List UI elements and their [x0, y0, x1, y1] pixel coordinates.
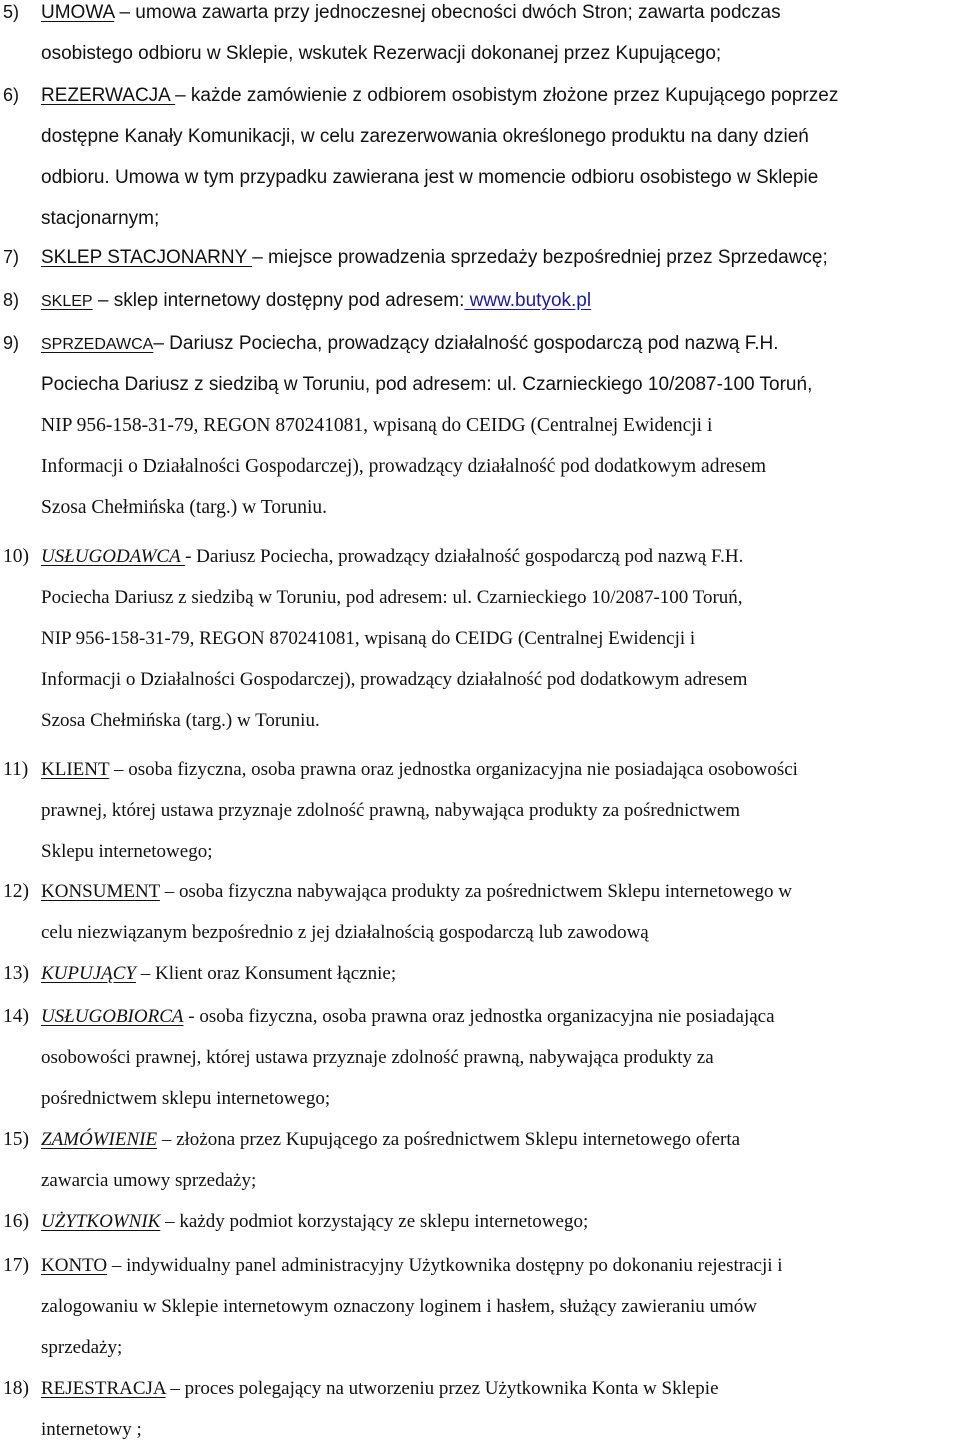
text-line — [41, 237, 828, 278]
definition-body: Sklepu internetowego; — [41, 841, 213, 862]
text-line — [41, 996, 775, 1037]
definition-body: Informacji o Działalności Gospodarczej), prowadzący działalność pod dodatkowym adresem — [41, 669, 748, 690]
definition-body: – złożona przez Kupującego za pośrednictwem Sklepu internetowego oferta — [157, 1129, 741, 1150]
item-number: 14) — [3, 1006, 29, 1027]
definition-body: celu niezwiązanym bezpośrednio z jej działalnością gospodarczą lub zawodową — [41, 922, 649, 943]
text-line — [41, 1078, 775, 1119]
text-line — [41, 116, 838, 157]
item-number: 11) — [3, 759, 29, 780]
definition-body: zalogowaniu w Sklepie internetowym oznaczony loginem i hasłem, służący zawieraniu umów — [41, 1296, 757, 1317]
definition-body: prawnej, której ustawa przyznaje zdolność prawną, nabywająca produkty za pośrednictwem — [41, 800, 741, 821]
definition-text — [41, 749, 798, 872]
definition-text — [41, 0, 781, 74]
defined-term: ZAMÓWIENIE — [41, 1129, 158, 1150]
text-line — [41, 536, 747, 577]
definition-text — [41, 953, 396, 994]
defined-term: UŻYTKOWNIK — [41, 1211, 161, 1232]
text-line — [41, 749, 798, 790]
item-number: 5) — [3, 2, 20, 22]
definition-body: pośrednictwem sklepu internetowego; — [41, 1088, 331, 1109]
defined-term: USŁUGOBIORCA — [41, 1006, 184, 1027]
text-line — [41, 405, 812, 446]
definition-body: – Dariusz Pociecha, prowadzący działalność gospodarczą pod nazwą F.H. — [153, 333, 779, 354]
text-line — [41, 1119, 740, 1160]
defined-term: REJESTRACJA — [41, 1378, 166, 1399]
defined-term: SKLEP — [41, 293, 93, 310]
text-line — [41, 364, 812, 405]
definition-body: internetowy ; — [41, 1419, 142, 1440]
text-line — [41, 1245, 783, 1286]
text-line — [41, 1409, 719, 1450]
item-number: 18) — [3, 1378, 29, 1399]
item-number: 13) — [3, 963, 29, 984]
definition-body: – miejsce prowadzenia sprzedaży bezpośredniej przez Sprzedawcę; — [252, 247, 828, 268]
definition-text — [41, 996, 775, 1119]
item-number: 10) — [3, 546, 29, 567]
text-line — [41, 33, 781, 74]
text-line — [41, 75, 838, 116]
definition-body: sprzedaży; — [41, 1337, 123, 1358]
text-line — [41, 577, 747, 618]
item-number: 8) — [3, 290, 20, 310]
text-line — [41, 659, 747, 700]
definition-text — [41, 280, 591, 321]
text-line — [41, 953, 396, 994]
definition-text — [41, 323, 812, 528]
item-number: 6) — [3, 85, 20, 105]
definition-body: – umowa zawarta przy jednoczesnej obecności dwóch Stron; zawarta podczas — [114, 2, 781, 23]
definition-text — [41, 75, 838, 239]
text-line — [41, 280, 591, 321]
text-line — [41, 1327, 783, 1368]
definition-body: – osoba fizyczna nabywająca produkty za pośrednictwem Sklepu internetowego w — [159, 881, 793, 902]
definition-text — [41, 1119, 740, 1201]
text-line — [41, 1368, 719, 1409]
text-line — [41, 1160, 740, 1201]
definition-text — [41, 1245, 783, 1368]
text-line — [41, 1037, 775, 1078]
definition-body: – sklep internetowy dostępny pod adresem: — [92, 290, 465, 311]
definition-body: osobowości prawnej, której ustawa przyznaje zdolność prawną, nabywająca produkty za — [41, 1047, 714, 1068]
text-line — [41, 1201, 588, 1242]
item-number: 16) — [3, 1211, 29, 1232]
definition-body: – proces polegający na utworzeniu przez Użytkownika Konta w Sklepie — [165, 1378, 719, 1399]
definition-body: Informacji o Działalności Gospodarczej), prowadzący działalność pod dodatkowym adresem — [41, 456, 767, 477]
definition-body: – osoba fizyczna, osoba prawna oraz jednostka organizacyjna nie posiadająca osobowości — [109, 759, 798, 780]
definition-body: Szosa Chełmińska (targ.) w Toruniu. — [41, 497, 328, 518]
definition-body: – każdy podmiot korzystający ze sklepu internetowego; — [160, 1211, 589, 1232]
definition-body: – indywidualny panel administracyjny Użytkownika dostępny po dokonaniu rejestracji i — [107, 1255, 783, 1276]
definition-body: Szosa Chełmińska (targ.) w Toruniu. — [41, 710, 320, 731]
definition-text — [41, 1368, 719, 1450]
item-number: 15) — [3, 1129, 29, 1150]
definition-body: - Dariusz Pociecha, prowadzący działalność gospodarczą pod nazwą F.H. — [185, 546, 744, 567]
text-line — [41, 198, 838, 239]
definition-body: dostępne Kanały Komunikacji, w celu zarezerwowania określonego produktu na dany dzień — [41, 126, 809, 147]
defined-term: SPRZEDAWCA — [41, 336, 154, 353]
item-number: 12) — [3, 881, 29, 902]
text-line — [41, 1286, 783, 1327]
definition-body: - osoba fizyczna, osoba prawna oraz jednostka organizacyjna nie posiadająca — [183, 1006, 775, 1027]
definition-body: – Klient oraz Konsument łącznie; — [136, 963, 397, 984]
text-line — [41, 871, 792, 912]
definition-text — [41, 871, 792, 953]
item-number: 17) — [3, 1255, 29, 1276]
text-line — [41, 157, 838, 198]
text-line — [41, 323, 812, 364]
defined-term: KONTO — [41, 1255, 108, 1276]
item-number: 9) — [3, 333, 20, 353]
defined-term: REZERWACJA — [41, 85, 176, 106]
definition-text — [41, 237, 828, 278]
defined-term: USŁUGODAWCA — [41, 546, 186, 567]
text-line — [41, 790, 798, 831]
defined-term: KONSUMENT — [41, 881, 160, 902]
website-link[interactable]: www.butyok.pl — [464, 290, 592, 311]
text-line — [41, 912, 792, 953]
text-line — [41, 700, 747, 741]
defined-term: SKLEP STACJONARNY — [41, 247, 253, 268]
definition-body: Pociecha Dariusz z siedzibą w Toruniu, pod adresem: ul. Czarnieckiego 10/2087-100 Toruń, — [41, 374, 813, 395]
defined-term: UMOWA — [41, 2, 115, 23]
text-line — [41, 618, 747, 659]
definition-body: NIP 956-158-31-79, REGON 870241081, wpisaną do CEIDG (Centralnej Ewidencji i — [41, 628, 696, 649]
definition-body: – każde zamówienie z odbiorem osobistym złożone przez Kupującego poprzez — [175, 85, 839, 106]
definition-body: NIP 956-158-31-79, REGON 870241081, wpisaną do CEIDG (Centralnej Ewidencji i — [41, 415, 713, 436]
text-line — [41, 0, 781, 33]
defined-term: KUPUJĄCY — [41, 963, 136, 984]
definition-body: osobistego odbioru w Sklepie, wskutek Rezerwacji dokonanej przez Kupującego; — [41, 43, 722, 64]
definition-body: Pociecha Dariusz z siedzibą w Toruniu, pod adresem: ul. Czarnieckiego 10/2087-100 Toruń, — [41, 587, 743, 608]
text-line — [41, 446, 812, 487]
defined-term: KLIENT — [41, 759, 110, 780]
definition-body: zawarcia umowy sprzedaży; — [41, 1170, 257, 1191]
definition-body: stacjonarnym; — [41, 208, 160, 229]
item-number: 7) — [3, 247, 20, 267]
definition-text — [41, 1201, 588, 1242]
definition-body: odbioru. Umowa w tym przypadku zawierana jest w momencie odbioru osobistego w Sklepie — [41, 167, 819, 188]
text-line — [41, 487, 812, 528]
text-line — [41, 831, 798, 872]
definition-text — [41, 536, 747, 741]
